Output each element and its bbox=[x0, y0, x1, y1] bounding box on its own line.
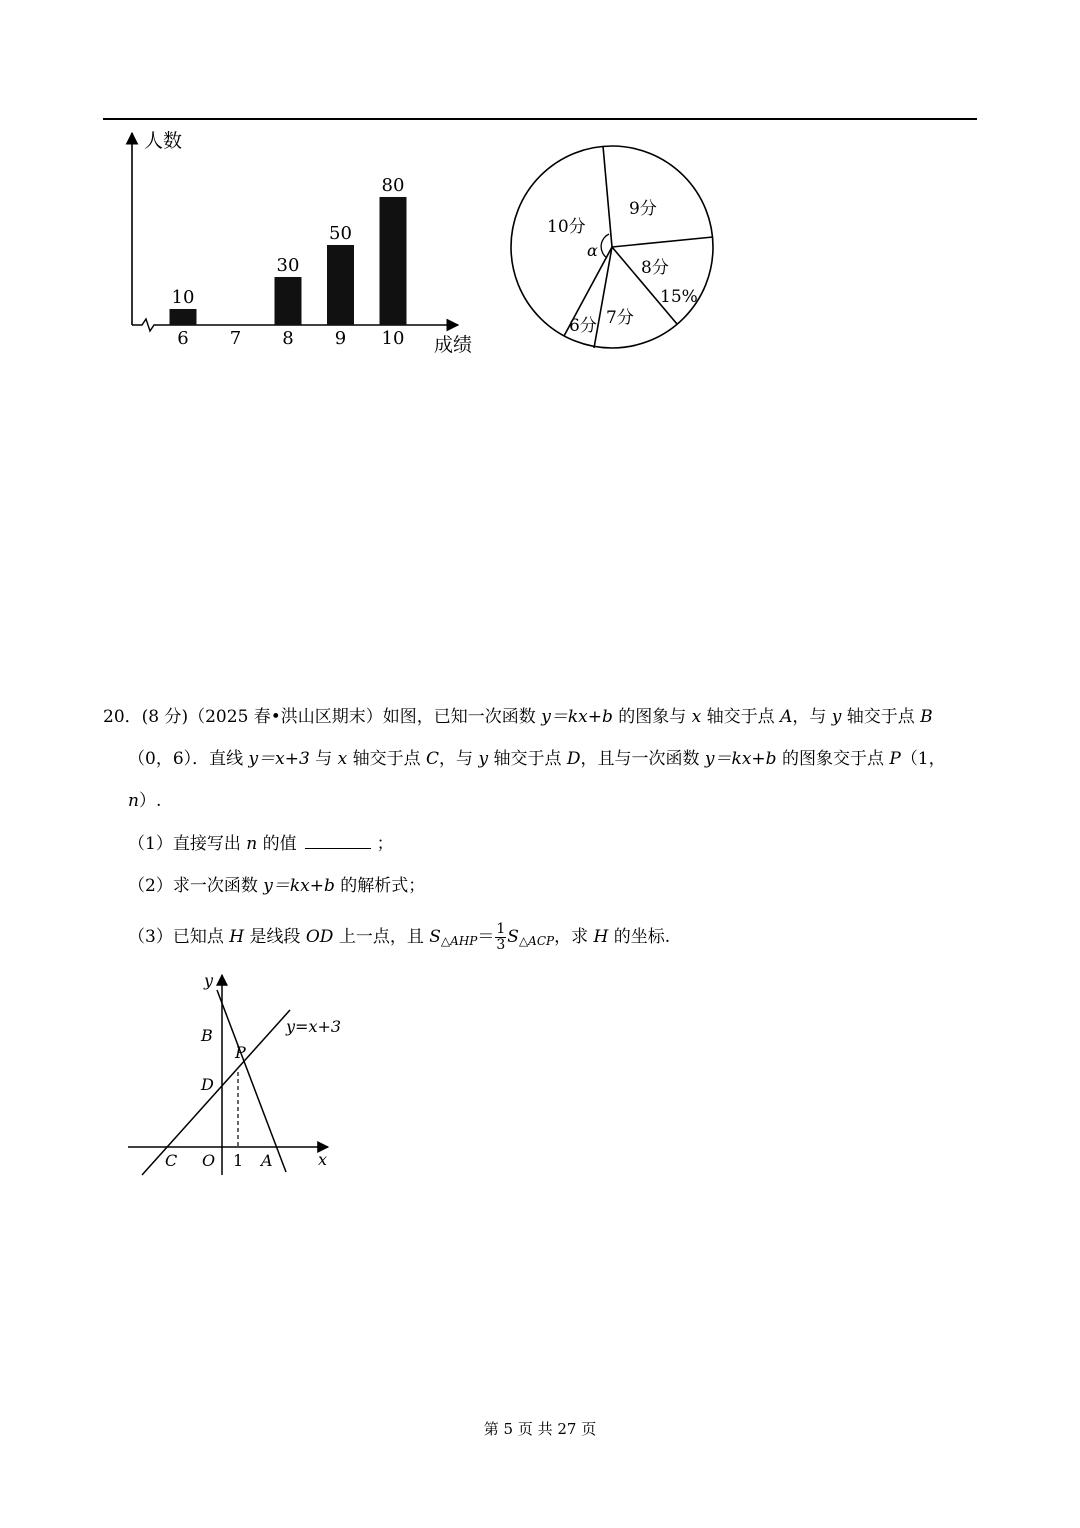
bar bbox=[380, 197, 407, 325]
pie-slice-boundary bbox=[612, 237, 713, 247]
label-A: A bbox=[261, 1151, 273, 1170]
top-rule bbox=[103, 118, 977, 120]
question-line-2: （0，6）．直线 y＝x+3 与 x 轴交于点 C，与 y 轴交于点 D，且与一次函数 y＝kx+b 的图象交于点 P（1， bbox=[128, 749, 946, 769]
fraction-one-third: $\frac{1}{3}$ bbox=[496, 921, 506, 953]
label-B: B bbox=[201, 1026, 213, 1045]
pie-label-6: 6分 bbox=[569, 316, 597, 336]
x-tick-label: 10 bbox=[381, 328, 405, 349]
question-line-3: n）. bbox=[128, 791, 162, 811]
x-tick-label: 7 bbox=[229, 328, 242, 349]
question-part-1: （1）直接写出 n 的值 ； bbox=[128, 834, 394, 854]
label-y: y bbox=[204, 971, 214, 990]
label-D: D bbox=[201, 1075, 214, 1094]
bar-data-label: 10 bbox=[171, 287, 195, 308]
pie-chart bbox=[505, 140, 725, 360]
x-tick-label: 9 bbox=[334, 328, 347, 349]
bar-data-label: 30 bbox=[276, 255, 300, 276]
bar-data-label: 50 bbox=[329, 223, 352, 244]
question-part-3: （3）已知点 H 是线段 OD 上一点，且 $S_{\triangle AHP}=$ $\frac{1}{3}$ $S_{\triangle ACP}$，求 H 的坐标. bbox=[128, 921, 671, 953]
label-O: O bbox=[202, 1151, 216, 1170]
x-tick-label: 6 bbox=[177, 328, 189, 349]
bar-xlabel: 成绩 bbox=[434, 334, 473, 356]
bar bbox=[170, 309, 197, 325]
page-footer: 第 5 页 共 27 页 bbox=[483, 1420, 597, 1438]
bar bbox=[327, 245, 354, 325]
bar-chart bbox=[120, 125, 490, 375]
question-part-2: （2）求一次函数 y＝kx+b 的解析式； bbox=[128, 876, 426, 896]
pie-percent: 15% bbox=[660, 287, 698, 307]
line-y-kx-plus-b bbox=[217, 990, 286, 1172]
bar bbox=[275, 277, 302, 325]
label-P: P bbox=[235, 1043, 246, 1062]
label-1: 1 bbox=[233, 1151, 244, 1170]
question-line-1: 20．(8 分)（2025 春•洪山区期末）如图，已知一次函数 y＝kx+b 的图象与 x 轴交于点 A，与 y 轴交于点 B bbox=[103, 707, 933, 727]
label-line-eq: y=x+3 bbox=[286, 1017, 342, 1036]
axis-break bbox=[132, 319, 156, 331]
pie-label-9: 9分 bbox=[629, 199, 657, 219]
pie-alpha: α bbox=[587, 241, 598, 260]
answer-blank[interactable] bbox=[305, 834, 371, 849]
label-C: C bbox=[165, 1151, 178, 1170]
pie-label-7: 7分 bbox=[606, 308, 634, 328]
pie-label-8: 8分 bbox=[641, 258, 669, 278]
pie-label-10: 10分 bbox=[547, 217, 586, 237]
label-x: x bbox=[318, 1150, 328, 1169]
pie-slice-boundary bbox=[603, 146, 612, 247]
x-tick-label: 8 bbox=[282, 328, 294, 349]
coordinate-figure bbox=[128, 970, 368, 1185]
bar-ylabel: 人数 bbox=[144, 130, 183, 152]
bar-data-label: 80 bbox=[381, 175, 405, 196]
